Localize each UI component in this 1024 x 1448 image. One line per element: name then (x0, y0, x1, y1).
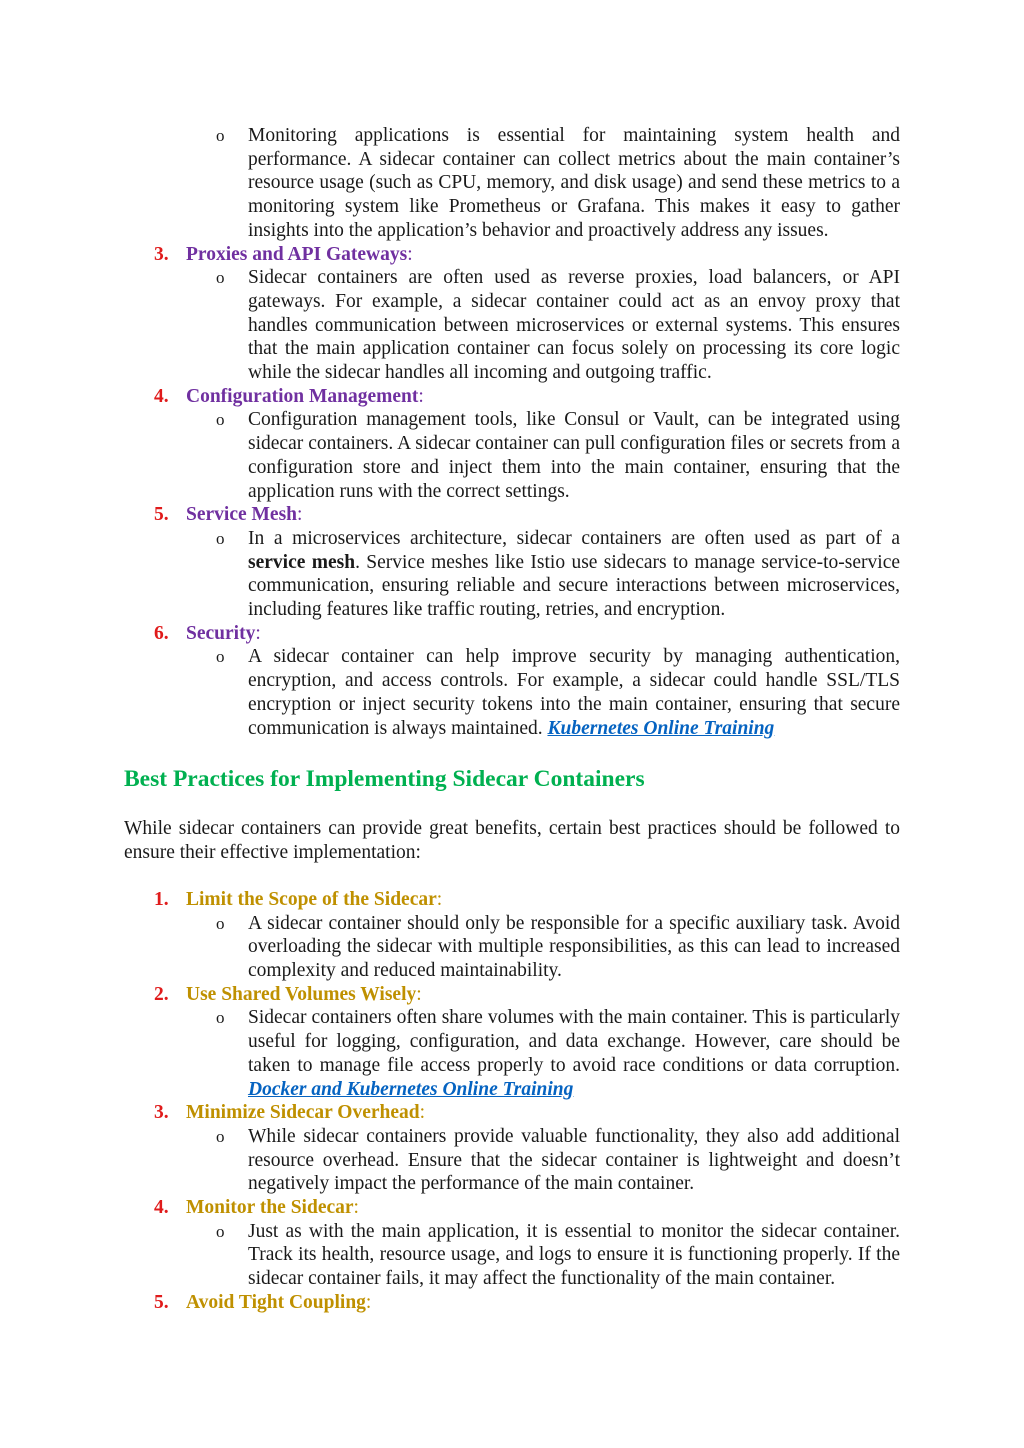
bullet-icon: o (216, 1126, 225, 1146)
list-item-limit-scope (124, 888, 900, 983)
limit-scope-paragraph: A sidecar container should only be responsible for a specific auxiliary task. Avoid overloading the sidecar with multiple responsibilities, as this can lead to increased complexity and reduced maintainability. (248, 912, 900, 982)
intro-paragraph: While sidecar containers can provide great benefits, certain best practices should be followed to ensure their effective implementation: (124, 818, 900, 863)
kubernetes-online-training-link[interactable]: Kubernetes Online Training (547, 717, 775, 739)
bullet-icon: o (216, 647, 225, 667)
title-colon: : (353, 1197, 359, 1219)
list-number: 3. (154, 243, 169, 265)
bullet-icon: o (216, 268, 225, 288)
list-number: 5. (154, 1291, 169, 1313)
list-item-avoid-coupling (124, 1291, 900, 1315)
bullet-icon: o (216, 1221, 225, 1241)
item-title-monitor-sidecar: Monitor the Sidecar (186, 1197, 354, 1219)
numbered-list-sidecar-uses (124, 124, 900, 740)
list-item-security (124, 622, 900, 741)
list-item-minimize-overhead (124, 1101, 900, 1196)
bullet-icon: o (216, 528, 225, 548)
item-title-minimize-overhead: Minimize Sidecar Overhead (186, 1102, 420, 1124)
service-mesh-text-rest: . Service meshes like Istio use sidecars to manage service-to-service communication, ensuring reliable and secure interactions between microservices, including features like traffic routing, retries, and encryption. (248, 551, 900, 621)
configuration-paragraph: Configuration management tools, like Consul or Vault, can be integrated using sidecar containers. A sidecar container can pull configuration files or secrets from a configuration store and inject them into the main container, ensuring that the application runs with the correct settings. (248, 409, 900, 502)
list-number: 1. (154, 889, 169, 910)
service-mesh-text: In a microservices architecture, sidecar containers are often used as part of a (248, 527, 900, 549)
title-colon: : (365, 1291, 372, 1313)
minimize-overhead-paragraph: While sidecar containers provide valuable functionality, they also add additional resource overhead. Ensure that the sidecar container is lightweight and doesn’t negatively impact the performance of the main container. (248, 1125, 900, 1195)
bullet-icon: o (216, 410, 225, 430)
list-item-monitor-sidecar (124, 1196, 900, 1291)
security-text: A sidecar container can help improve security by managing authentication, encryption, and access controls. For example, a sidecar could handle SSL/TLS encryption or inject security tokens into the main container, ensuring that secure communication is always maintained. (248, 646, 900, 739)
list-number: 2. (154, 983, 169, 1005)
monitor-sidecar-paragraph: Just as with the main application, it is essential to monitor the sidecar container. Track its health, resource usage, and logs to ensure it is functioning properly. If the sidecar container fails, it may affect the functionality of the main container. (248, 1220, 900, 1290)
bullet-icon: o (216, 913, 225, 933)
title-colon: : (297, 504, 303, 526)
item-title-limit-scope: Limit the Scope of the Sidecar (186, 889, 437, 910)
item-title-security: Security (186, 622, 256, 644)
list-number: 5. (154, 504, 169, 526)
list-item-configuration (124, 385, 900, 504)
list-number: 4. (154, 1197, 169, 1219)
list-number: 6. (154, 622, 169, 644)
title-colon: : (436, 889, 443, 910)
item-title-avoid-coupling: Avoid Tight Coupling (186, 1291, 366, 1313)
bullet-icon: o (216, 1008, 225, 1028)
section-heading: Best Practices for Implementing Sidecar Containers (124, 766, 645, 792)
docker-kubernetes-training-link[interactable]: Docker and Kubernetes Online Training (248, 1078, 574, 1100)
title-colon: : (418, 385, 424, 407)
service-mesh-bold-term: service mesh (248, 551, 356, 573)
title-colon: : (407, 243, 413, 265)
shared-volumes-paragraph (248, 1006, 900, 1101)
title-colon: : (416, 983, 422, 1005)
list-item-monitoring-continuation (124, 124, 900, 243)
list-item-proxies (124, 243, 900, 385)
item-title-proxies: Proxies and API Gateways (186, 243, 408, 265)
proxies-paragraph: Sidecar containers are often used as reverse proxies, load balancers, or API gateways. For example, a sidecar container could act as an envoy proxy that handles communication between microservices or external systems. This ensures that the main application container can focus solely on processing its core logic while the sidecar handles all incoming and outgoing traffic. (248, 267, 900, 384)
item-title-shared-volumes: Use Shared Volumes Wisely (186, 983, 417, 1005)
bullet-icon: o (216, 126, 225, 145)
list-number: 4. (154, 385, 169, 407)
list-item-service-mesh (124, 503, 900, 622)
title-colon: : (419, 1102, 426, 1124)
item-title-service-mesh: Service Mesh (186, 504, 298, 526)
list-item-shared-volumes (124, 983, 900, 1102)
list-number: 3. (154, 1102, 169, 1124)
monitoring-paragraph: Monitoring applications is essential for maintaining system health and performance. A sidecar container can collect metrics about the main container’s resource usage (such as CPU, memory, and disk usage) and send these metrics to a monitoring system like Prometheus or Grafana. This makes it easy to gather insights into the application’s behavior and proactively address any issues. (248, 125, 900, 241)
title-colon: : (255, 622, 261, 644)
shared-volumes-text: Sidecar containers often share volumes with the main container. This is particularly useful for logging, configuration, and data exchange. However, care should be taken to manage file access properly to avoid race conditions or data corruption. (248, 1007, 900, 1076)
numbered-list-best-practices (124, 888, 900, 1315)
service-mesh-paragraph (248, 527, 900, 622)
security-paragraph (248, 645, 900, 740)
item-title-configuration: Configuration Management (186, 385, 419, 407)
